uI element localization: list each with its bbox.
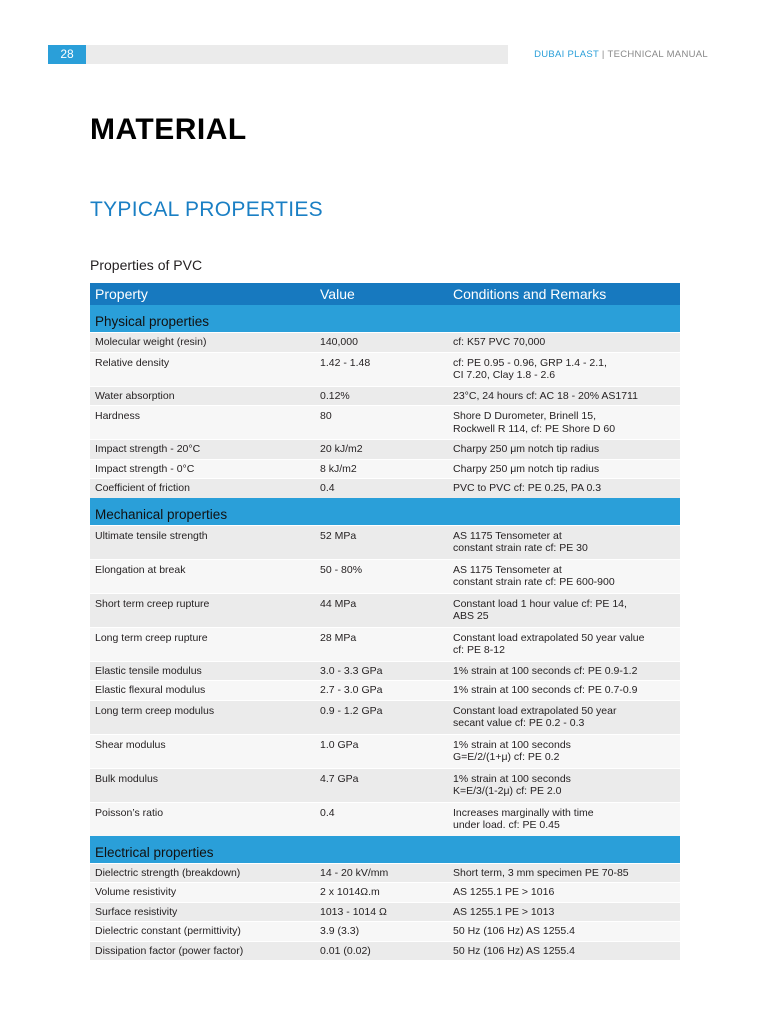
cell-property: Dielectric strength (breakdown) [95,866,241,879]
table-row [90,700,680,734]
table-row [90,941,680,961]
cell-value: 1.0 GPa [320,738,359,751]
cell-remarks: Constant load extrapolated 50 year secant value cf: PE 0.2 - 0.3 [453,704,617,729]
cell-property: Coefficient of friction [95,482,190,494]
cell-value: 4.7 GPa [320,772,359,785]
table-row [90,439,680,459]
cell-property: Ultimate tensile strength [95,529,208,542]
cell-property: Bulk modulus [95,772,159,785]
table-row [90,802,680,836]
table-row [90,768,680,802]
table-row [90,661,680,681]
cell-value: 140,000 [320,336,358,348]
header-brand-line [534,49,708,60]
cell-property: Elastic tensile modulus [95,664,202,677]
cell-property: Dielectric constant (permittivity) [95,925,241,937]
cell-remarks: AS 1175 Tensometer at constant strain rate cf: PE 30 [453,529,588,554]
cell-remarks: Constant load extrapolated 50 year value cf: PE 8-12 [453,631,645,656]
page-number: 28 [48,45,86,64]
table-row [90,882,680,902]
table-caption: Properties of PVC [90,257,203,273]
cell-property: Relative density [95,356,170,369]
table-row [90,902,680,922]
cell-value: 0.4 [320,806,335,819]
cell-remarks: cf: PE 0.95 - 0.96, GRP 1.4 - 2.1, CI 7.20, Clay 1.8 - 2.6 [453,356,607,381]
cell-property: Long term creep rupture [95,631,208,644]
cell-property: Short term creep rupture [95,597,210,610]
table-row [90,734,680,768]
cell-remarks: 1% strain at 100 seconds G=E/2/(1+μ) cf: PE 0.2 [453,738,571,763]
table-row [90,478,680,498]
cell-remarks: Charpy 250 μm notch tip radius [453,462,600,475]
table-row [90,593,680,627]
cell-property: Surface resistivity [95,905,178,918]
cell-value: 3.0 - 3.3 GPa [320,664,383,677]
cell-value: 52 MPa [320,529,357,542]
cell-value: 1013 - 1014 Ω [320,905,387,918]
cell-remarks: 1% strain at 100 seconds cf: PE 0.9-1.2 [453,664,638,677]
properties-table [90,283,680,960]
cell-property: Shear modulus [95,738,166,751]
manual-name: TECHNICAL MANUAL [607,49,708,60]
cell-value: 2.7 - 3.0 GPa [320,684,383,696]
cell-remarks: 50 Hz (106 Hz) AS 1255.4 [453,944,575,957]
cell-property: Long term creep modulus [95,704,215,717]
section-subtitle: TYPICAL PROPERTIES [90,198,323,221]
cell-value: 0.01 (0.02) [320,944,371,957]
cell-remarks: Increases marginally with time under load. cf: PE 0.45 [453,806,594,831]
cell-value: 0.9 - 1.2 GPa [320,704,383,717]
table-row [90,405,680,439]
cell-remarks: AS 1255.1 PE > 1013 [453,905,555,918]
table-row [90,627,680,661]
header-bar [48,45,508,64]
brand-name: DUBAI PLAST [534,49,599,60]
cell-remarks: AS 1175 Tensometer at constant strain rate cf: PE 600-900 [453,563,615,588]
cell-remarks: Charpy 250 μm notch tip radius [453,443,600,455]
cell-property: Impact strength - 20°C [95,443,201,455]
cell-property: Elongation at break [95,563,186,576]
column-header-remarks: Conditions and Remarks [453,286,607,302]
page-title: MATERIAL [90,113,247,146]
table-row [90,921,680,941]
column-header-property: Property [95,286,148,302]
cell-value: 3.9 (3.3) [320,925,360,937]
cell-property: Molecular weight (resin) [95,336,207,348]
column-header-value: Value [320,286,355,302]
section-header: Electrical properties [90,836,680,863]
cell-value: 80 [320,410,332,422]
cell-property: Impact strength - 0°C [95,462,195,475]
cell-remarks: 23°C, 24 hours cf: AC 18 - 20% AS1711 [453,389,638,402]
cell-value: 1.42 - 1.48 [320,356,371,369]
table-row [90,332,680,352]
table-row [90,525,680,559]
table-header [90,283,680,305]
table-row [90,863,680,883]
cell-remarks: Constant load 1 hour value cf: PE 14, ABS 25 [453,597,627,622]
cell-remarks: Shore D Durometer, Brinell 15, Rockwell R 114, cf: PE Shore D 60 [453,410,616,435]
table-row [90,680,680,700]
cell-property: Water absorption [95,389,175,402]
cell-remarks: cf: K57 PVC 70,000 [453,336,546,348]
cell-remarks: PVC to PVC cf: PE 0.25, PA 0.3 [453,482,602,494]
table-row [90,459,680,479]
table-row [90,352,680,386]
cell-property: Elastic flexural modulus [95,684,206,696]
cell-value: 50 - 80% [320,563,363,576]
section-header: Physical properties [90,305,680,332]
cell-value: 2 x 1014Ω.m [320,886,380,898]
cell-property: Dissipation factor (power factor) [95,944,244,957]
cell-value: 14 - 20 kV/mm [320,866,389,879]
table-row [90,386,680,406]
brand-separator: | [598,49,608,60]
cell-remarks: AS 1255.1 PE > 1016 [453,886,555,898]
cell-property: Hardness [95,410,140,422]
cell-remarks: 1% strain at 100 seconds K=E/3/(1-2μ) cf: PE 2.0 [453,772,571,797]
cell-remarks: 50 Hz (106 Hz) AS 1255.4 [453,925,575,937]
cell-value: 28 MPa [320,631,357,644]
table-row [90,559,680,593]
cell-property: Poisson’s ratio [95,806,164,819]
cell-value: 8 kJ/m2 [320,462,357,475]
cell-remarks: 1% strain at 100 seconds cf: PE 0.7-0.9 [453,684,638,696]
cell-remarks: Short term, 3 mm specimen PE 70-85 [453,866,629,879]
cell-value: 0.4 [320,482,335,494]
cell-value: 44 MPa [320,597,357,610]
cell-value: 0.12% [320,389,350,402]
cell-value: 20 kJ/m2 [320,443,363,455]
cell-property: Volume resistivity [95,886,177,898]
section-header: Mechanical properties [90,498,680,525]
